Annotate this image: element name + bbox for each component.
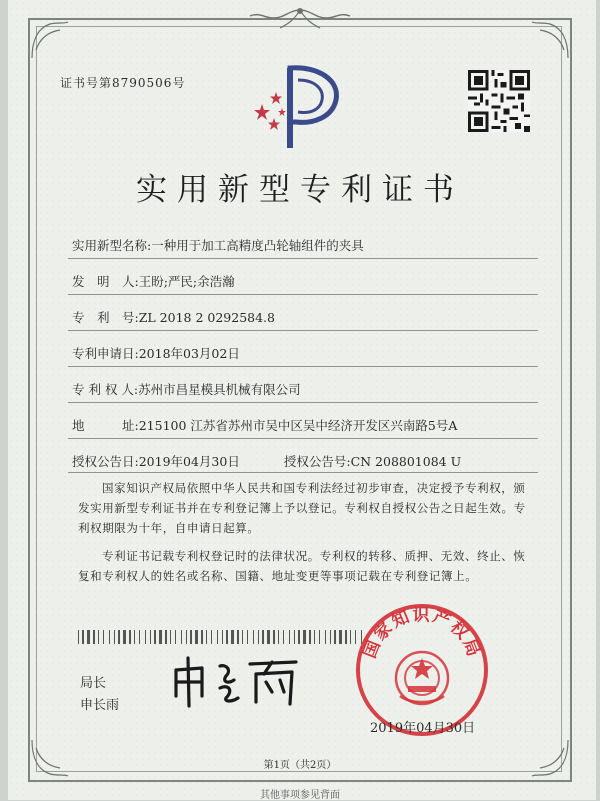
field-label: 发 明 人: — [72, 274, 139, 289]
field-value: 王盼;严民;余浩瀚 — [138, 274, 235, 289]
field-label: 专 利 权 人: — [72, 382, 139, 397]
field-value: 2019年04月30日 — [138, 454, 240, 469]
certificate-title: 实用新型专利证书 — [136, 172, 464, 208]
field-address — [72, 416, 457, 434]
field-grant-announcement — [72, 452, 461, 470]
field-label: 专利申请日: — [72, 346, 139, 361]
field-label: 专 利 号: — [72, 310, 139, 325]
divider — [68, 402, 538, 403]
patent-office-logo — [240, 62, 350, 152]
director-name: 申长雨 — [80, 698, 120, 713]
field-inventors — [72, 272, 235, 290]
field-patentee — [72, 380, 301, 398]
divider — [68, 366, 538, 367]
top-flourish-ornament — [240, 6, 360, 36]
field-value: ZL 2018 2 0292584.8 — [138, 310, 275, 325]
divider — [68, 472, 538, 473]
divider — [68, 438, 538, 439]
corner-ornament — [530, 20, 570, 60]
field-value: 苏州市昌星模具机械有限公司 — [138, 382, 301, 397]
seal-date: 2019年04月30日 — [370, 721, 476, 736]
field-label: 地 址: — [72, 418, 139, 433]
page-indicator: 第1页（共2页） — [263, 760, 337, 771]
field-label: 授权公告号: — [283, 454, 351, 469]
field-value: 215100 江苏省苏州市吴中区吴中经济开发区兴南路5号A — [138, 418, 458, 433]
field-utility-model-name — [72, 236, 364, 254]
qr-code — [468, 70, 530, 132]
divider — [68, 258, 538, 259]
field-label: 授权公告日: — [72, 454, 139, 469]
field-value: 一种用于加工高精度凸轮轴组件的夹具 — [151, 238, 364, 253]
director-signature — [168, 652, 308, 710]
bottom-note: 其他事项参见背面 — [260, 790, 340, 801]
divider — [68, 294, 538, 295]
field-application-date — [72, 344, 240, 362]
director-title: 局长 — [80, 676, 107, 691]
field-patent-number — [72, 308, 275, 326]
corner-ornament — [30, 20, 70, 60]
barcode-strip — [78, 630, 368, 644]
field-value: CN 208801084 U — [350, 454, 462, 469]
grant-statement-paragraph: 国家知识产权局依照中华人民共和国专利法经过初步审查，决定授予专利权，颁发实用新型专利证书并在专利登记簿上予以登记。专利权自授权公告之日起生效。专利权期限为十年，自申请日起算。 — [78, 481, 526, 535]
legal-status-paragraph: 专利证书记载专利权登记时的法律状况。专利权的转移、质押、无效、终止、恢复和专利权人的姓名或名称、国籍、地址变更等事项记载在专利登记簿上。 — [78, 549, 526, 583]
divider — [68, 330, 538, 331]
field-value: 2018年03月02日 — [138, 346, 240, 361]
field-label: 实用新型名称: — [72, 238, 152, 253]
certificate-number: 证书号第8790506号 — [60, 76, 186, 90]
svg-text:国家知识产权局: 国家知识产权局 — [359, 605, 485, 662]
